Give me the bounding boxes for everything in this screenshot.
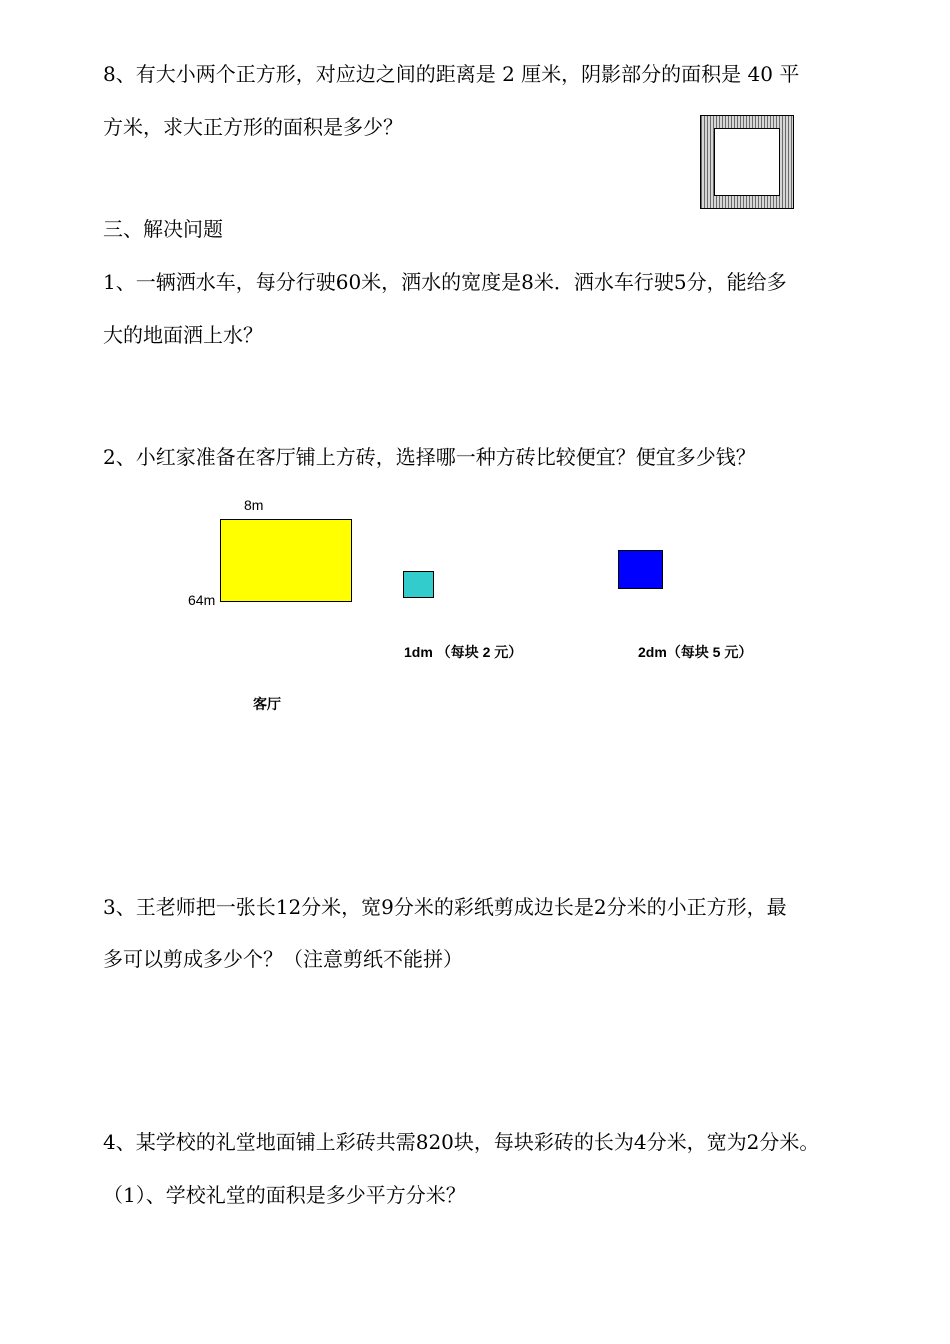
q8-text-line-1: 8、有大小两个正方形，对应边之间的距离是 2 厘米，阴影部分的面积是 40 平 — [103, 62, 800, 86]
tile-1dm-square — [403, 571, 434, 598]
problem-1-line-2: 大的地面洒上水？ — [103, 323, 263, 347]
inner-square — [714, 128, 780, 196]
problem-3-line-2: 多可以剪成多少个？（注意剪纸不能拼） — [103, 947, 463, 971]
room-width-label: 8m — [244, 497, 264, 513]
q8-text-line-2: 方米，求大正方形的面积是多少？ — [103, 115, 403, 139]
room-caption: 客厅 — [253, 696, 281, 712]
tile-2dm-square — [618, 550, 663, 589]
problem-3-line-1: 3、王老师把一张长12分米，宽9分米的彩纸剪成边长是2分米的小正方形，最 — [103, 895, 787, 919]
tile-1dm-label: 1dm （每块 2 元） — [404, 644, 523, 660]
nested-squares-figure — [700, 115, 794, 209]
problem-4-subquestion-1: （1）、学校礼堂的面积是多少平方分米？ — [103, 1183, 466, 1207]
living-room-rectangle — [220, 519, 352, 602]
problem-2-line-1: 2、小红家准备在客厅铺上方砖，选择哪一种方砖比较便宜？便宜多少钱？ — [103, 445, 756, 469]
section-heading: 三、解决问题 — [103, 217, 223, 241]
problem-1-line-1: 1、一辆洒水车，每分行驶60米，洒水的宽度是8米．洒水车行驶5分，能给多 — [103, 270, 787, 294]
tile-2dm-label: 2dm（每块 5 元） — [638, 644, 753, 660]
room-height-label: 64m — [188, 592, 216, 608]
problem-4-line-1: 4、某学校的礼堂地面铺上彩砖共需820块，每块彩砖的长为4分米，宽为2分米。 — [103, 1130, 820, 1154]
